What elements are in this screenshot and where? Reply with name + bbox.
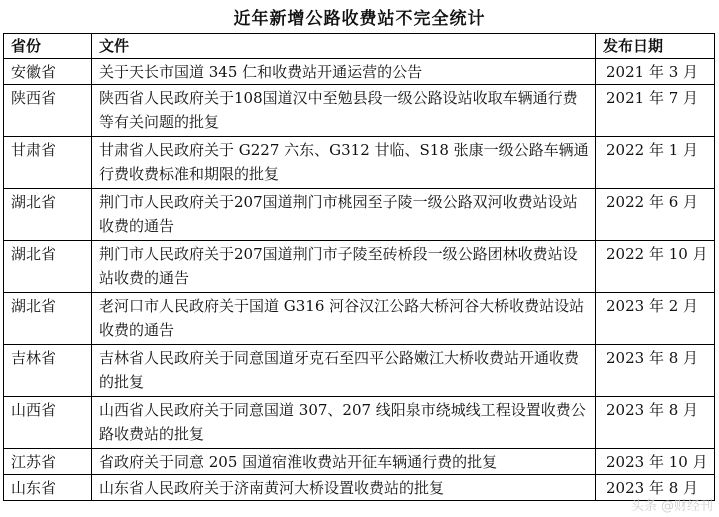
table-row (4, 189, 715, 241)
document-cell: 荆门市人民政府关于207国道荆门市子陵至砖桥段一级公路团林收费站设站收费的通告 (92, 241, 596, 293)
date-cell: 2022 年 10 月 (596, 241, 715, 293)
watermark: 头条 @财经刊 (630, 499, 713, 514)
document-cell: 省政府关于同意 205 国道宿淮收费站开征车辆通行费的批复 (92, 449, 596, 475)
province-cell: 江苏省 (4, 449, 92, 475)
date-cell: 2023 年 2 月 (596, 293, 715, 345)
header-province: 省份 (4, 34, 92, 59)
date-cell: 2023 年 8 月 (596, 397, 715, 449)
table-row (4, 345, 715, 397)
date-cell: 2022 年 6 月 (596, 189, 715, 241)
table-row (4, 85, 715, 137)
table-row (4, 293, 715, 345)
document-cell: 关于天长市国道 345 仁和收费站开通运营的公告 (92, 59, 596, 85)
province-cell: 陕西省 (4, 85, 92, 137)
table-row (4, 397, 715, 449)
header-document: 文件 (92, 34, 596, 59)
province-cell: 湖北省 (4, 241, 92, 293)
date-cell: 2021 年 7 月 (596, 85, 715, 137)
province-cell: 湖北省 (4, 189, 92, 241)
table-row (4, 449, 715, 475)
table-row (4, 241, 715, 293)
province-cell: 吉林省 (4, 345, 92, 397)
table-row (4, 59, 715, 85)
date-cell: 2023 年 8 月 (596, 475, 715, 501)
table-row (4, 475, 715, 501)
toll-station-table (3, 33, 715, 501)
date-cell: 2023 年 10 月 (596, 449, 715, 475)
province-cell: 山西省 (4, 397, 92, 449)
document-cell: 山西省人民政府关于同意国道 307、207 线阳泉市绕城线工程设置收费公路收费站的批复 (92, 397, 596, 449)
document-cell: 荆门市人民政府关于207国道荆门市桃园至子陵一级公路双河收费站设站收费的通告 (92, 189, 596, 241)
document-cell: 陕西省人民政府关于108国道汉中至勉县段一级公路设站收取车辆通行费等有关问题的批复 (92, 85, 596, 137)
table-row (4, 137, 715, 189)
document-cell: 山东省人民政府关于济南黄河大桥设置收费站的批复 (92, 475, 596, 501)
document-cell: 老河口市人民政府关于国道 G316 河谷汉江公路大桥河谷大桥收费站设站收费的通告 (92, 293, 596, 345)
date-cell: 2023 年 8 月 (596, 345, 715, 397)
province-cell: 甘肃省 (4, 137, 92, 189)
province-cell: 湖北省 (4, 293, 92, 345)
date-cell: 2022 年 1 月 (596, 137, 715, 189)
document-cell: 甘肃省人民政府关于 G227 六东、G312 甘临、S18 张康一级公路车辆通行费收费标准和期限的批复 (92, 137, 596, 189)
document-cell: 吉林省人民政府关于同意国道牙克石至四平公路嫩江大桥收费站开通收费的批复 (92, 345, 596, 397)
province-cell: 山东省 (4, 475, 92, 501)
header-row (4, 34, 715, 59)
province-cell: 安徽省 (4, 59, 92, 85)
date-cell: 2021 年 3 月 (596, 59, 715, 85)
header-date: 发布日期 (596, 34, 715, 59)
table-title: 近年新增公路收费站不完全统计 (233, 9, 486, 29)
